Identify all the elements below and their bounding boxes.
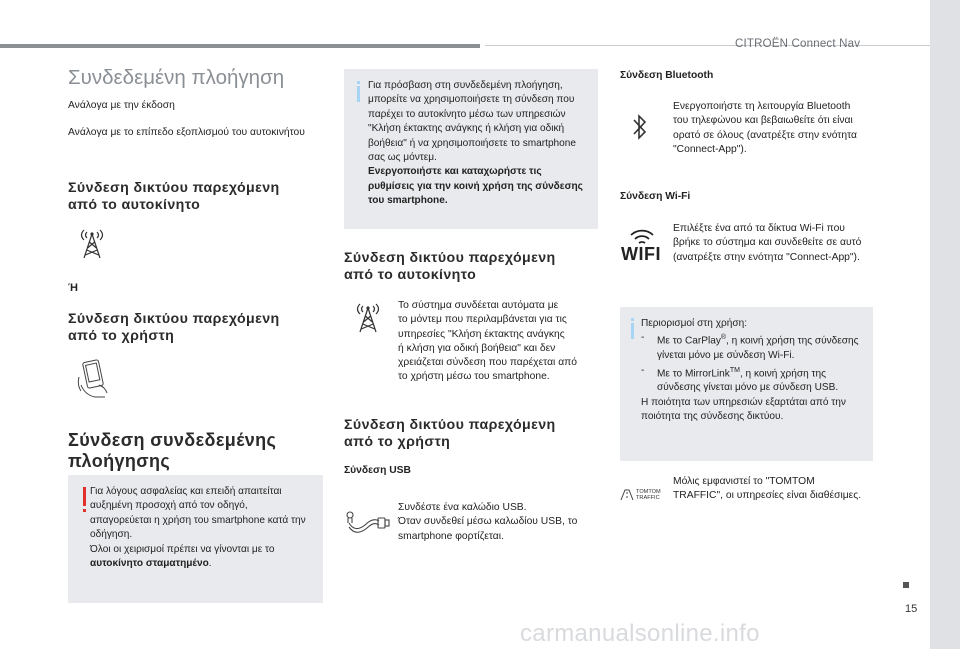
header-rule-thin	[485, 45, 930, 46]
antenna-icon	[74, 226, 110, 262]
page-marker	[903, 582, 909, 588]
smartphone-icon	[73, 355, 119, 403]
usb-cable-icon	[345, 503, 391, 539]
usb-text: Συνδέστε ένα καλώδιο USB. Όταν συνδεθεί μέσω καλωδίου USB, το smartphone φορτίζεται.	[398, 502, 578, 542]
tomtom-icon-label: TOMTOM TRAFFIC	[636, 489, 661, 501]
wifi-text: Επιλέξτε ένα από τα δίκτυα Wi-Fi που βρήκε το σύστημα και συνδεθείτε σε αυτό (ανατρέξτε στην ενότητα "Connect-App").	[673, 223, 862, 263]
tomtom-text: Μόλις εμφανιστεί το "TOMTOM TRAFFIC", οι υπηρεσίες είναι διαθέσιμες.	[673, 476, 862, 502]
equipment-note: Ανάλογα με το επίπεδο εξοπλισμού του αυτοκινήτου	[68, 127, 305, 138]
wifi-heading: Σύνδεση Wi-Fi	[620, 191, 691, 202]
bluetooth-text: Ενεργοποιήστε τη λειτουργία Bluetooth του τηλεφώνου και βεβαιωθείτε ότι είναι ορατό σε όλους (ανατρέξτε στην ενότητα "Connect-App").	[673, 101, 857, 155]
restrictions-text: Περιορισμοί στη χρήση: - Με το CarPlay®, η κοινή χρήση της σύνδεσης γίνεται μόνο με σύνδεση Wi-Fi. - Με το MirrorLink™, η κοινή χρήση της σύνδεσης γίνεται μόνο με σύνδεση USB. Η ποιότητα των υπηρεσιών εξαρτάται από την ποιότητα της σύνδεσης δικτύου.	[641, 318, 859, 423]
side-tab	[930, 0, 960, 649]
info-box	[344, 69, 598, 229]
info-icon-2	[631, 323, 634, 339]
heading-vehicle-network-2: Σύνδεση δικτύου παρεχόμενη από το αυτοκίνητο	[344, 250, 556, 283]
watermark: carmanualsonline.info	[520, 620, 760, 647]
restrictions-box	[620, 307, 873, 461]
wifi-icon: WIFI	[621, 244, 661, 264]
info-text: Για πρόσβαση στη συνδεδεμένη πλοήγηση, μπορείτε να χρησιμοποιήσετε τη σύνδεση που παρέχει το αυτοκίνητο μέσω των υπηρεσιών "Κλήση έκτακτης ανάγκης ή κλήση για οδική βοήθεια" ή να χρησιμοποιήσετε το smartphone σας ως μόντεμ. Ενεργοποιήστε και καταχωρήστε τις ρυθμίσεις για την κοινή χρήση της σύνδεσης του smartphone.	[368, 80, 583, 207]
page-title: Συνδεδεμένη πλοήγηση	[68, 66, 285, 89]
bluetooth-icon	[630, 112, 650, 142]
warning-box	[68, 475, 323, 603]
bluetooth-heading: Σύνδεση Bluetooth	[620, 70, 714, 81]
vehicle-network-text: Το σύστημα συνδέεται αυτόματα με το μόντεμ που περιλαμβάνεται για τις υπηρεσίες "Κλήση έκτακτης ανάγκης ή κλήση για οδική βοήθεια" και δεν χρειάζεται σύνδεση που παρέχεται από το χρήστη μέσω του smartphone.	[398, 300, 577, 383]
usb-heading: Σύνδεση USB	[344, 465, 411, 476]
heading-vehicle-network: Σύνδεση δικτύου παρεχόμενη από το αυτοκίνητο	[68, 180, 280, 213]
info-icon	[357, 86, 360, 102]
header-rule	[0, 44, 480, 48]
heading-user-network-2: Σύνδεση δικτύου παρεχόμενη από το χρήστη	[344, 417, 556, 450]
page-number: 15	[905, 603, 918, 615]
heading-connected-nav: Σύνδεση συνδεδεμένης πλοήγησης	[68, 430, 277, 471]
or-label: Ή	[68, 282, 78, 294]
antenna-icon-2	[350, 300, 386, 336]
warning-text: Για λόγους ασφαλείας και επειδή απαιτείται αυξημένη προσοχή από τον οδηγό, απαγορεύεται η χρήση του smartphone κατά την οδήγηση. Όλοι οι χειρισμοί πρέπει να γίνονται με το αυτοκίνητο σταματημένο.	[90, 486, 306, 570]
warning-icon	[83, 487, 86, 506]
heading-user-network: Σύνδεση δικτύου παρεχόμενη από το χρήστη	[68, 311, 280, 344]
version-note: Ανάλογα με την έκδοση	[68, 100, 175, 111]
brand-header: CITROËN Connect Nav	[735, 38, 861, 50]
tomtom-icon	[619, 488, 635, 502]
